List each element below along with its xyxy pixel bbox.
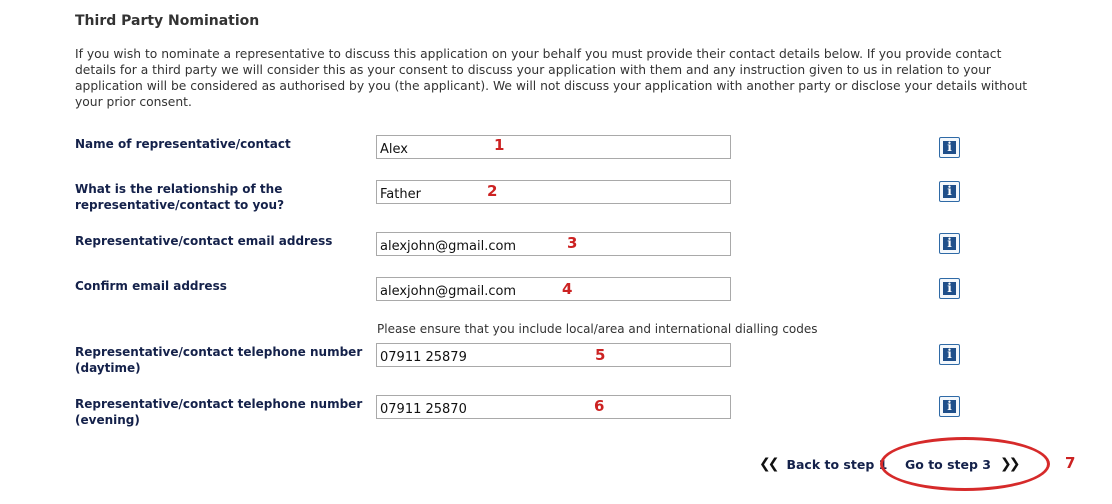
info-icon[interactable]: i (939, 344, 960, 365)
back-to-step-1-link[interactable] (759, 456, 887, 472)
info-icon[interactable]: i (939, 181, 960, 202)
intro-text: If you wish to nominate a representative to discuss this application on your behalf you must provide their contact details below. If you provide contact details for a third party we will consider this as your consent to discuss your application with them and any instruction given to us in relation to your application will be considered as authorised by you (the applicant). We will not discuss your application with another party or disclose your details without your prior consent. (75, 47, 1028, 109)
name-input[interactable] (376, 135, 731, 159)
phone-hint: Please ensure that you include local/area and international dialling codes (377, 322, 818, 336)
go-to-step-3-link[interactable] (905, 456, 1017, 472)
annotation-5: 5 (595, 346, 606, 364)
email-input[interactable] (376, 232, 731, 256)
email-label: Representative/contact email address (75, 234, 333, 248)
page-title: Third Party Nomination (75, 13, 260, 29)
relationship-label: What is the relationship of the representative/contact to you? (75, 182, 285, 212)
phone-daytime-input[interactable] (376, 343, 731, 367)
double-chevron-right-icon: ❯❯ (1000, 456, 1018, 472)
info-icon[interactable]: i (939, 396, 960, 417)
annotation-3: 3 (567, 234, 578, 252)
relationship-input[interactable] (376, 180, 731, 204)
annotation-4: 4 (562, 280, 573, 298)
phone-daytime-label: Representative/contact telephone number (daytime) (75, 345, 363, 375)
next-link-label: Go to step 3 (905, 456, 992, 472)
double-chevron-left-icon: ❮❮ (759, 456, 777, 472)
annotation-6: 6 (594, 397, 605, 415)
phone-evening-label: Representative/contact telephone number (evening) (75, 397, 363, 427)
info-icon[interactable]: i (939, 233, 960, 254)
confirm-email-input[interactable] (376, 277, 731, 301)
name-label: Name of representative/contact (75, 137, 291, 151)
back-link-label: Back to step 1 (786, 456, 888, 472)
annotation-1: 1 (494, 136, 505, 154)
annotation-7: 7 (1065, 454, 1076, 472)
confirm-email-label: Confirm email address (75, 279, 227, 293)
info-icon[interactable]: i (939, 137, 960, 158)
annotation-2: 2 (487, 182, 498, 200)
info-icon[interactable]: i (939, 278, 960, 299)
phone-evening-input[interactable] (376, 395, 731, 419)
